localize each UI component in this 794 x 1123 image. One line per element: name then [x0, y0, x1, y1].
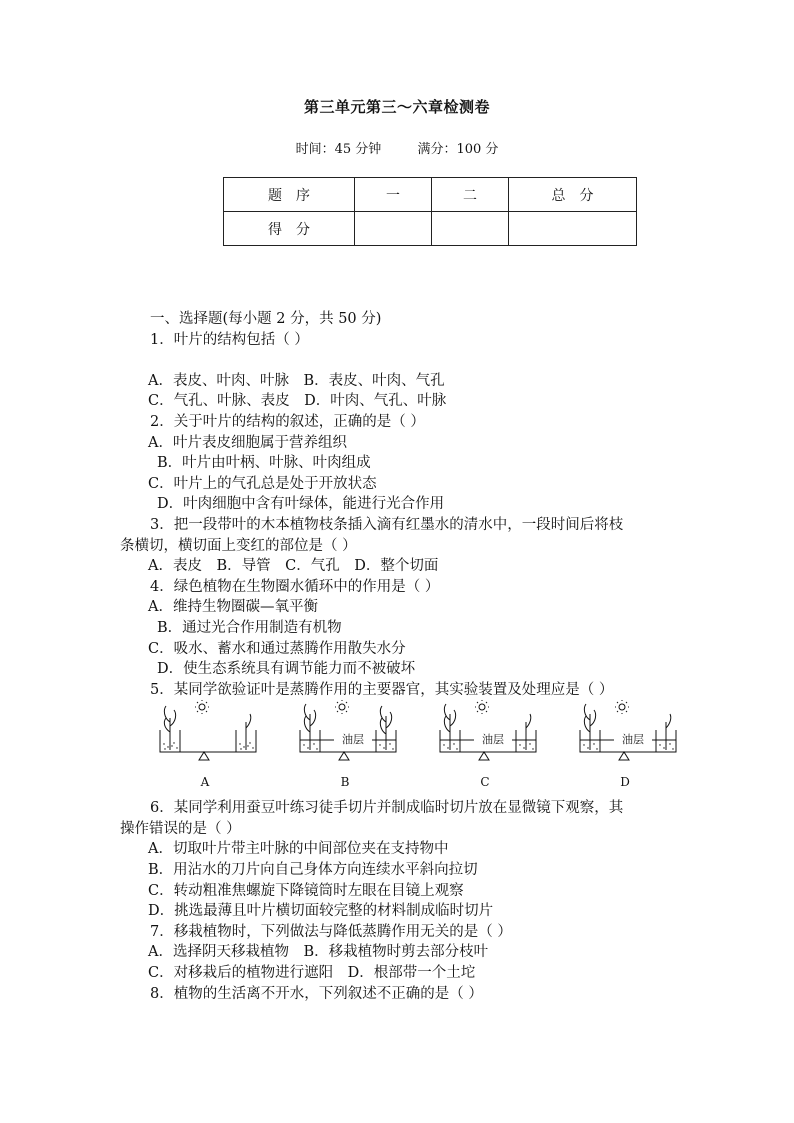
q3-options: A．表皮 B．导管 C．气孔 D．整个切面	[148, 558, 439, 575]
experiment-figure-d	[578, 700, 688, 798]
q1-options-cd: C．气孔、叶脉、表皮 D．叶肉、气孔、叶脉	[148, 393, 447, 410]
q3-stem-line1: 3．把一段带叶的木本植物枝条插入滴有红墨水的清水中，一段时间后将枝	[150, 516, 624, 533]
oil-layer-label: 油层	[614, 733, 652, 747]
figure-letter: A	[200, 775, 210, 790]
q8-stem: 8．植物的生活离不开水，下列叙述不正确的是（ ）	[150, 985, 483, 1002]
page-title: 第三单元第三～六章检测卷	[303, 98, 490, 116]
exam-meta	[0, 138, 794, 157]
question-list	[120, 309, 680, 1004]
section-heading: 一、选择题(每小题 2 分，共 50 分)	[150, 311, 382, 327]
q7-options-ab: A．选择阴天移栽植物 B．移栽植物时剪去部分枝叶	[148, 944, 489, 961]
q2-stem: 2．关于叶片的结构的叙述，正确的是（ ）	[150, 413, 425, 430]
q7-options-cd: C．对移栽后的植物进行遮阳 D．根部带一个土坨	[148, 965, 476, 982]
score-cell[interactable]	[509, 212, 637, 246]
q1-options-ab: A．表皮、叶肉、叶脉 B．表皮、叶肉、气孔	[148, 372, 445, 389]
q6-option-b: B．用沾水的刀片向自己身体方向连续水平斜向拉切	[148, 862, 478, 879]
q6-stem-line1: 6．某同学利用蚕豆叶练习徒手切片并制成临时切片放在显微镜下观察，其	[150, 800, 624, 817]
score-header-cell: 题 序	[224, 178, 355, 212]
q5-figure-row	[158, 700, 698, 798]
score-table	[223, 177, 637, 246]
experiment-figure-a	[158, 700, 268, 798]
score-table-score-row	[224, 212, 637, 246]
blank-line	[150, 350, 680, 371]
exam-full-score: 满分：100 分	[417, 142, 499, 157]
q7-stem: 7．移栽植物时，下列做法与降低蒸腾作用无关的是（ ）	[150, 923, 512, 940]
experiment-figure-b	[298, 700, 408, 798]
q4-option-c: C．吸水、蓄水和通过蒸腾作用散失水分	[148, 640, 406, 657]
q2-option-a: A．叶片表皮细胞属于营养组织	[148, 434, 347, 451]
score-row-label: 得 分	[224, 212, 355, 246]
q4-option-d: D．使生态系统具有调节能力而不被破坏	[157, 661, 416, 678]
q5-stem: 5．某同学欲验证叶是蒸腾作用的主要器官，其实验装置及处理应是（ ）	[150, 681, 614, 698]
q6-stem-line2: 操作错误的是（ ）	[120, 820, 241, 837]
q4-stem: 4．绿色植物在生物圈水循环中的作用是（ ）	[150, 578, 440, 595]
score-table-header-row	[224, 178, 637, 212]
q1-stem: 1．叶片的结构包括（ ）	[150, 331, 309, 348]
q6-option-c: C．转动粗准焦螺旋下降镜筒时左眼在目镜上观察	[148, 882, 464, 899]
q4-option-a: A．维持生物圈碳—氧平衡	[148, 599, 318, 616]
q4-option-b: B．通过光合作用制造有机物	[157, 619, 342, 636]
q3-stem-line2: 条横切，横切面上变红的部位是（ ）	[120, 537, 357, 554]
q2-option-c: C．叶片上的气孔总是处于开放状态	[148, 475, 377, 492]
q2-option-d: D．叶肉细胞中含有叶绿体，能进行光合作用	[157, 496, 445, 513]
q6-option-d: D．挑选最薄且叶片横切面较完整的材料制成临时切片	[148, 903, 494, 920]
score-cell[interactable]	[432, 212, 509, 246]
exam-time: 时间：45 分钟	[295, 142, 382, 157]
figure-letter: C	[480, 775, 490, 790]
score-header-cell: 二	[432, 178, 509, 212]
score-cell[interactable]	[355, 212, 432, 246]
q2-option-b: B．叶片由叶柄、叶脉、叶肉组成	[157, 455, 371, 472]
experiment-figure-c	[438, 700, 548, 798]
q6-option-a: A．切取叶片带主叶脉的中间部位夹在支持物中	[148, 841, 449, 858]
figure-letter: D	[620, 775, 630, 790]
oil-layer-label: 油层	[474, 733, 512, 747]
score-header-cell: 一	[355, 178, 432, 212]
score-header-cell: 总 分	[509, 178, 637, 212]
oil-layer-label: 油层	[334, 733, 372, 747]
figure-letter: B	[340, 775, 350, 790]
